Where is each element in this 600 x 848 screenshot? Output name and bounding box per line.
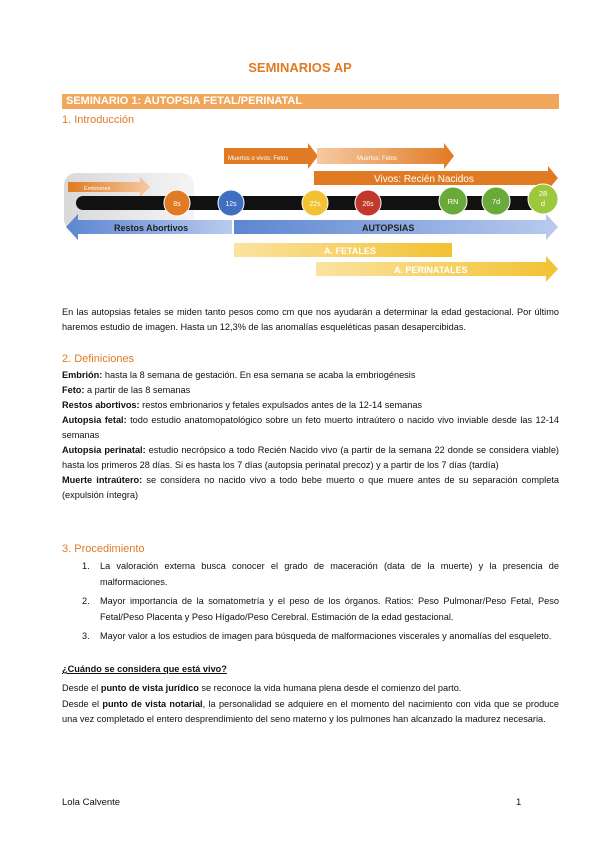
arrow-vivos-label: Vivos: Recién Nacidos bbox=[374, 174, 474, 185]
procedure-item: 3. Mayor valor a los estudios de imagen para búsqueda de malformaciones viscerales y anomalías del esqueleto. bbox=[82, 631, 552, 641]
circle-26s bbox=[355, 190, 381, 216]
seminar-banner: SEMINARIO 1: AUTOPSIA FETAL/PERINATAL bbox=[62, 94, 559, 109]
svg-text:12s: 12s bbox=[225, 201, 237, 208]
gestation-timeline-diagram bbox=[62, 140, 562, 282]
section-heading-intro: 1. Introducción bbox=[62, 114, 135, 126]
arrow-vivos bbox=[314, 166, 558, 190]
document-title: SEMINARIOS AP bbox=[248, 60, 352, 75]
circle-8s bbox=[164, 190, 190, 216]
question-heading: ¿Cuándo se considera que está vivo? bbox=[62, 664, 227, 674]
arrow-embriones-label: Embriones bbox=[84, 186, 111, 192]
section-heading-definitions: 2. Definiciones bbox=[62, 353, 135, 365]
arrow-muertos-vivos bbox=[224, 143, 318, 169]
notarial-paragraph: Desde el punto de vista notarial, la personalidad se adquiere en el momento del nacimiento con vida que se produce una vez completado el entero desprendimiento del seno materno y los pulmones han alcanzado la madurez necesaria. bbox=[62, 699, 559, 724]
procedure-list bbox=[62, 558, 559, 647]
arrow-autopsias-label: AUTOPSIAS bbox=[362, 223, 415, 233]
circle-22s bbox=[302, 190, 328, 216]
svg-text:7d: 7d bbox=[491, 197, 501, 206]
definition-muerte-intrautero: Muerte intraútero: se considera no nacido vivo a todo bebe muerto o que muere antes de su separación completa (expulsión íntegra) bbox=[62, 475, 559, 500]
circle-rn bbox=[439, 187, 467, 215]
svg-text:8s: 8s bbox=[173, 201, 181, 208]
svg-text:22s: 22s bbox=[309, 201, 321, 208]
arrow-restos-label: Restos Abortivos bbox=[114, 223, 189, 233]
svg-text:26s: 26s bbox=[362, 201, 374, 208]
procedure-item: 2. Mayor importancia de la somatometría y el peso de los órganos. Ratios: Peso Pulmonar/Peso Fetal, Peso Fetal/Peso Placenta y Peso Hígado/Peso Cerebral. Estimación de la edad gestacional. bbox=[82, 596, 559, 622]
arrow-autopsias bbox=[234, 214, 558, 240]
intro-paragraph: En las autopsias fetales se miden tanto pesos como cm que nos ayudarán a determinar la edad gestacional. Por último haremos estudio de imagen. Hasta un 12,3% de las anomalías esqueléticas pasan desapercibidas. bbox=[62, 307, 559, 332]
definition-autopsia-fetal: Autopsia fetal: todo estudio anatomopatológico sobre un feto muerto intraútero o nacido vivo inviable desde las 12-14 semanas bbox=[62, 415, 559, 440]
arrow-fetales bbox=[234, 243, 452, 257]
procedure-item: 1. La valoración externa busca conocer el grado de maceración (data de la muerte) y la presencia de malformaciones. bbox=[82, 561, 559, 587]
arrow-fetales-label: A. FETALES bbox=[324, 246, 376, 256]
svg-text:28: 28 bbox=[538, 189, 548, 198]
svg-text:d: d bbox=[540, 199, 546, 208]
circle-7d bbox=[482, 187, 510, 215]
definition-embrion: Embrión: hasta la 8 semana de gestación. En esa semana se acaba la embriogénesis bbox=[62, 370, 416, 380]
svg-text:RN: RN bbox=[447, 197, 459, 206]
definition-autopsia-perinatal: Autopsia perinatal: estudio necrópsico a todo Recién Nacido vivo (a partir de la semana 22 donde se considera viable) hasta los primeros 28 días. Si es hasta los 7 días (autopsia perinatal precoz) y a partir de los 7 días (tardía) bbox=[62, 445, 559, 470]
circle-28d bbox=[528, 184, 558, 214]
circle-12s bbox=[218, 190, 244, 216]
footer-author: Lola Calvente bbox=[62, 797, 121, 808]
definition-restos-abortivos: Restos abortivos: restos embrionarios y fetales expulsados antes de la 12-14 semanas bbox=[62, 400, 423, 410]
arrow-muertos-label: Muertos: Fetos bbox=[357, 156, 398, 162]
juridico-paragraph: Desde el punto de vista jurídico se reconoce la vida humana plena desde el comienzo del parto. bbox=[62, 683, 462, 693]
arrow-muertos-vivos-label: Muertos o vivos: Fetos bbox=[228, 156, 289, 162]
definition-feto: Feto: a partir de las 8 semanas bbox=[62, 385, 191, 395]
definitions-list bbox=[62, 368, 559, 503]
arrow-perinatales bbox=[316, 256, 558, 282]
footer-page-number: 1 bbox=[516, 797, 522, 808]
arrow-muertos bbox=[317, 143, 454, 169]
section-heading-procedure: 3. Procedimiento bbox=[62, 543, 145, 555]
arrow-perinatales-label: A. PERINATALES bbox=[394, 265, 468, 275]
